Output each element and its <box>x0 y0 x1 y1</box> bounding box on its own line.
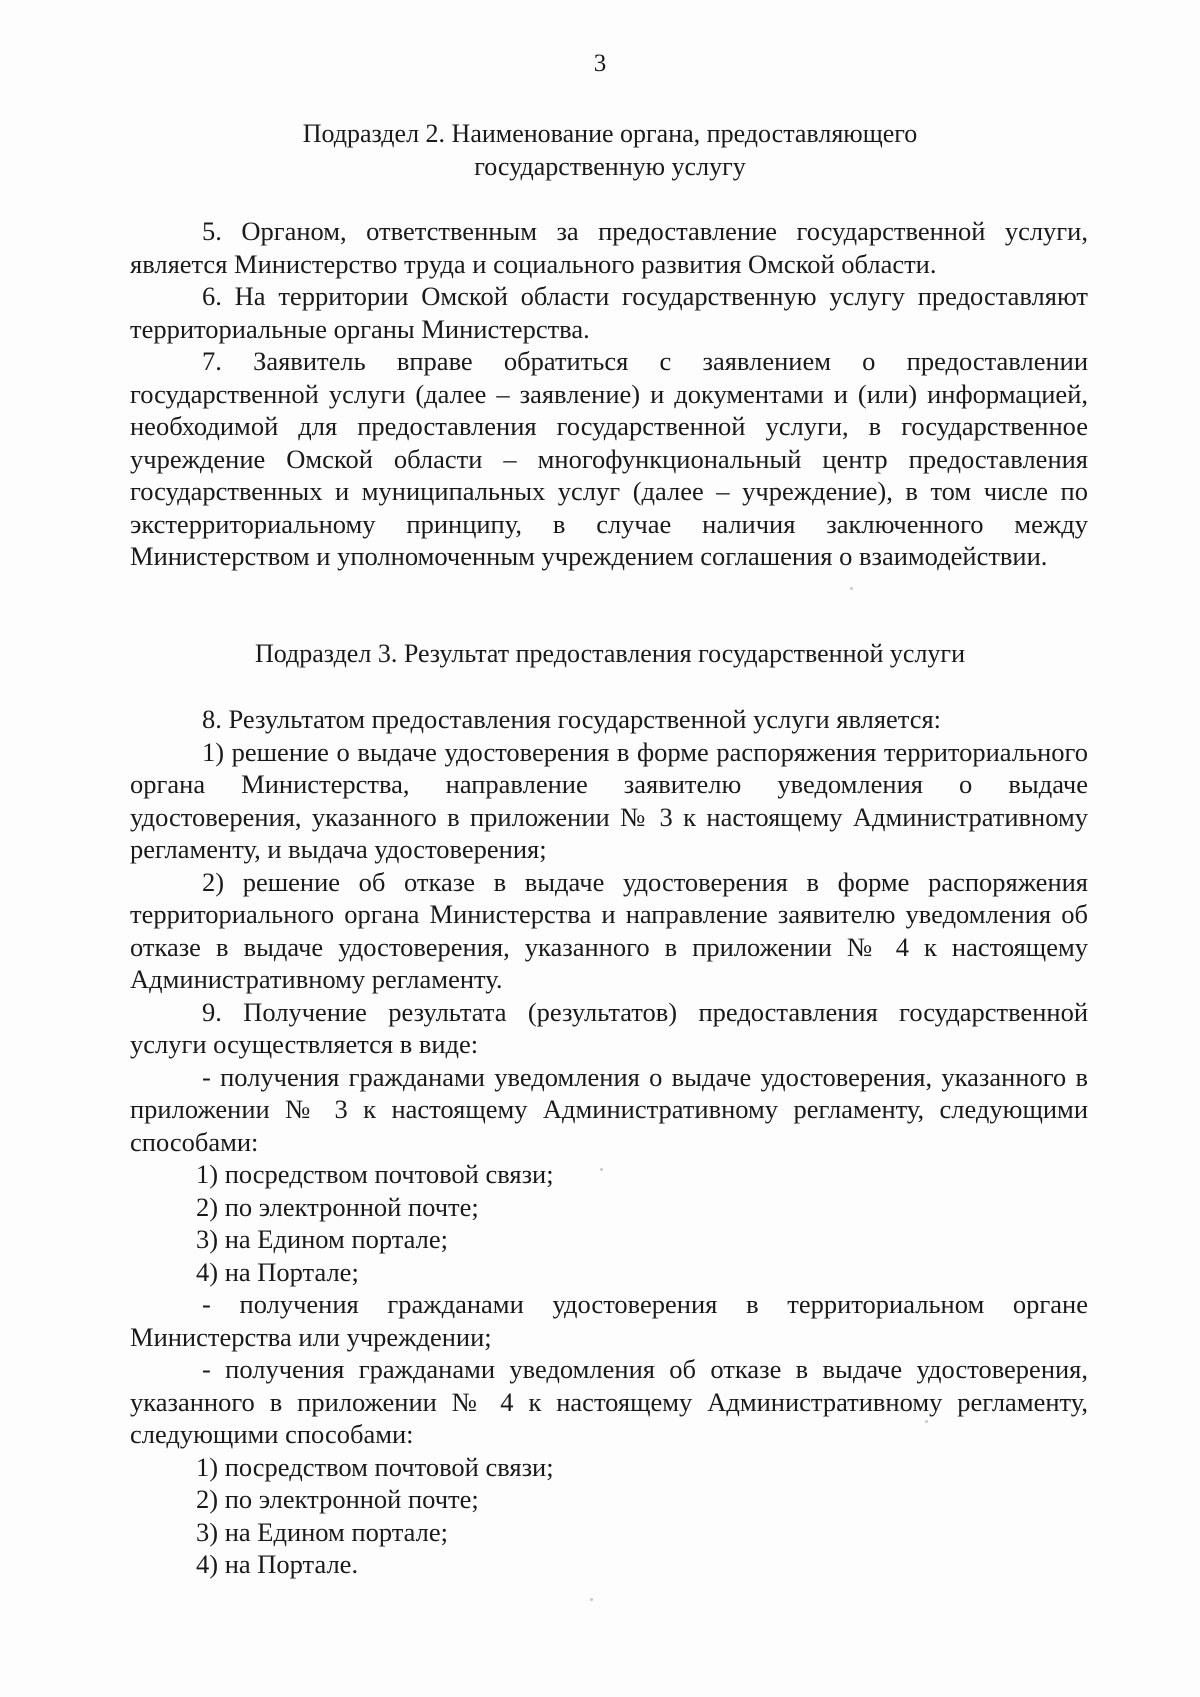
list-item: 3) на Едином портале; <box>196 1516 449 1547</box>
page-number: 3 <box>593 50 607 77</box>
paragraph-9-dash-2: - получения гражданами удостоверения в территориальном органе Министерства или учреждении; <box>130 1289 1088 1352</box>
list-item: 4) на Портале; <box>196 1256 359 1287</box>
paragraph-8: 8. Результатом предоставления государственной услуги является: <box>202 704 942 734</box>
subsection-2-body <box>130 215 1088 573</box>
scan-speck <box>850 587 853 590</box>
list-item: 2) по электронной почте; <box>196 1191 479 1222</box>
list-item: 3) на Едином портале; <box>196 1224 449 1254</box>
list-item: 1) посредством почтовой связи; <box>196 1159 554 1189</box>
scan-speck <box>600 1168 603 1171</box>
scan-speck <box>925 1420 928 1423</box>
paragraph-9: 9. Получение результата (результатов) предоставления государственной услуги осуществляется в виде: <box>130 996 1088 1059</box>
subsection-2-heading <box>130 117 1090 183</box>
paragraph-8-item-1: 1) решение о выдаче удостоверения в форме распоряжения территориального органа Министерства, направление заявителю уведомления о выдаче удостоверения, указанного в приложении № 3 к настоящему Административному регламенту, и выдача удостоверения; <box>130 736 1088 864</box>
list-item: 4) на Портале. <box>196 1549 359 1579</box>
subsection-3-heading: Подраздел 3. Результат предоставления государственной услуги <box>254 639 966 668</box>
list-item: 1) посредством почтовой связи; <box>196 1451 554 1482</box>
paragraph-5: 5. Органом, ответственным за предоставление государственной услуги, является Министерство труда и социального развития Омской области. <box>130 216 1088 279</box>
subsection-3-body <box>130 703 1088 1581</box>
paragraph-7: 7. Заявитель вправе обратиться с заявлением о предоставлении государственной услуги (далее – заявление) и документами и (или) информацией, необходимой для предоставления государственной услуги, в государственное учреждение Омской области – многофункциональный центр предоставления государственных и муниципальных услуг (далее – учреждение), в том числе по экстерриториальному принципу, в случае наличия заключенного между Министерством и уполномоченным учреждением соглашения о взаимодействии. <box>130 346 1088 571</box>
subsection-2-title-line-2: государственную услугу <box>474 152 746 181</box>
paragraph-6: 6. На территории Омской области государственную услугу предоставляют территориальные органы Министерства. <box>130 281 1088 344</box>
scan-speck <box>590 1598 593 1601</box>
paragraph-9-dash-3: - получения гражданами уведомления об отказе в выдаче удостоверения, указанного в приложении № 4 к настоящему Административному регламенту, следующими способами: <box>130 1354 1088 1449</box>
list-item: 2) по электронной почте; <box>196 1484 479 1514</box>
paragraph-8-item-2: 2) решение об отказе в выдаче удостоверения в форме распоряжения территориального органа Министерства и направление заявителю уведомления об отказе в выдаче удостоверения, указанного в приложении № 4 к настоящему Административному регламенту. <box>130 866 1088 994</box>
subsection-2-title-line-1: Подраздел 2. Наименование органа, предоставляющего <box>302 119 918 148</box>
paragraph-9-dash-1: - получения гражданами уведомления о выдаче удостоверения, указанного в приложении № 3 к настоящему Административному регламенту, следующими способами: <box>130 1061 1088 1157</box>
